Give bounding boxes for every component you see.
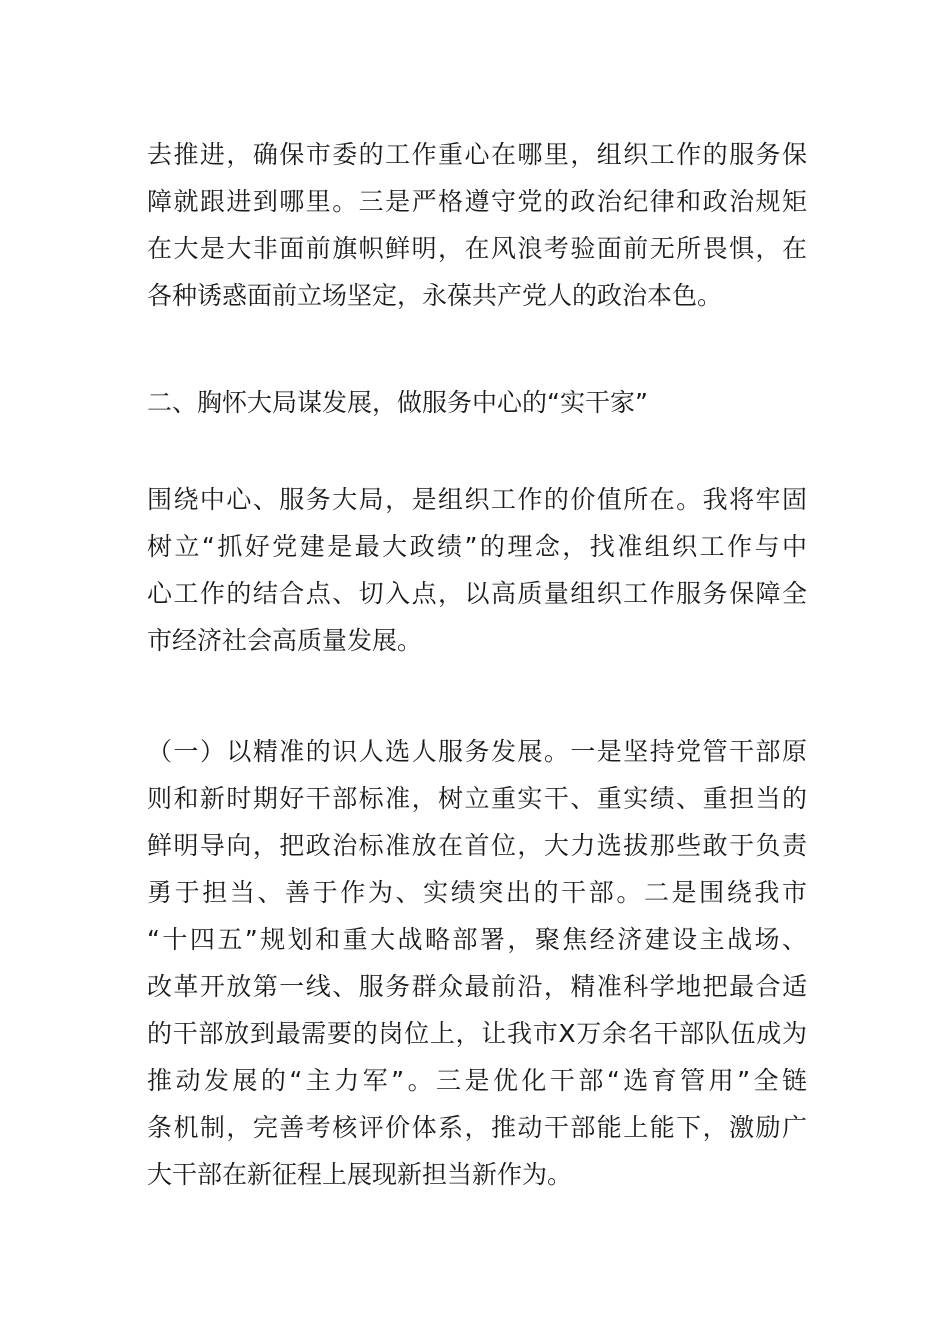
paragraph-3-line-7: 的干部放到最需要的岗位上，让我市X万余名干部队伍成为 bbox=[147, 1019, 807, 1048]
paragraph-3-line-5: “十四五”规划和重大战略部署，聚焦经济建设主战场、 bbox=[147, 925, 807, 954]
paragraph-2-line-2: 树立“抓好党建是最大政绩”的理念，找准组织工作与中 bbox=[147, 532, 807, 561]
paragraph-2-line-3: 心工作的结合点、切入点，以高质量组织工作服务保障全 bbox=[147, 579, 807, 608]
paragraph-3-line-3: 鲜明导向，把政治标准放在首位，大力选拔那些敢于负责 bbox=[147, 831, 807, 860]
paragraph-3-line-2: 则和新时期好干部标准，树立重实干、重实绩、重担当的 bbox=[147, 784, 807, 813]
paragraph-3-line-6: 改革开放第一线、服务群众最前沿，精准科学地把最合适 bbox=[147, 972, 807, 1001]
paragraph-3-line-9: 条机制，完善考核评价体系，推动干部能上能下，激励广 bbox=[147, 1113, 807, 1142]
paragraph-3-line-10: 大干部在新征程上展现新担当新作为。 bbox=[147, 1160, 573, 1189]
section-heading-2: 二、胸怀大局谋发展，做服务中心的“实干家” bbox=[147, 388, 648, 417]
paragraph-3-line-8: 推动发展的“主力军”。三是优化干部“选育管用”全链 bbox=[147, 1066, 807, 1095]
paragraph-1-line-4: 各种诱惑面前立场坚定，永葆共产党人的政治本色。 bbox=[147, 281, 723, 310]
paragraph-2-line-4: 市经济社会高质量发展。 bbox=[147, 626, 423, 655]
paragraph-3-line-4: 勇于担当、善于作为、实绩突出的干部。二是围绕我市 bbox=[147, 878, 807, 907]
paragraph-1-line-1: 去推进，确保市委的工作重心在哪里，组织工作的服务保 bbox=[147, 140, 807, 169]
paragraph-2-line-1: 围绕中心、服务大局，是组织工作的价值所在。我将牢固 bbox=[147, 485, 807, 514]
paragraph-1-line-2: 障就跟进到哪里。三是严格遵守党的政治纪律和政治规矩 bbox=[147, 187, 807, 216]
paragraph-1-line-3: 在大是大非面前旗帜鲜明，在风浪考验面前无所畏惧，在 bbox=[147, 234, 807, 263]
paragraph-3-line-1: （一）以精准的识人选人服务发展。一是坚持党管干部原 bbox=[147, 737, 807, 766]
